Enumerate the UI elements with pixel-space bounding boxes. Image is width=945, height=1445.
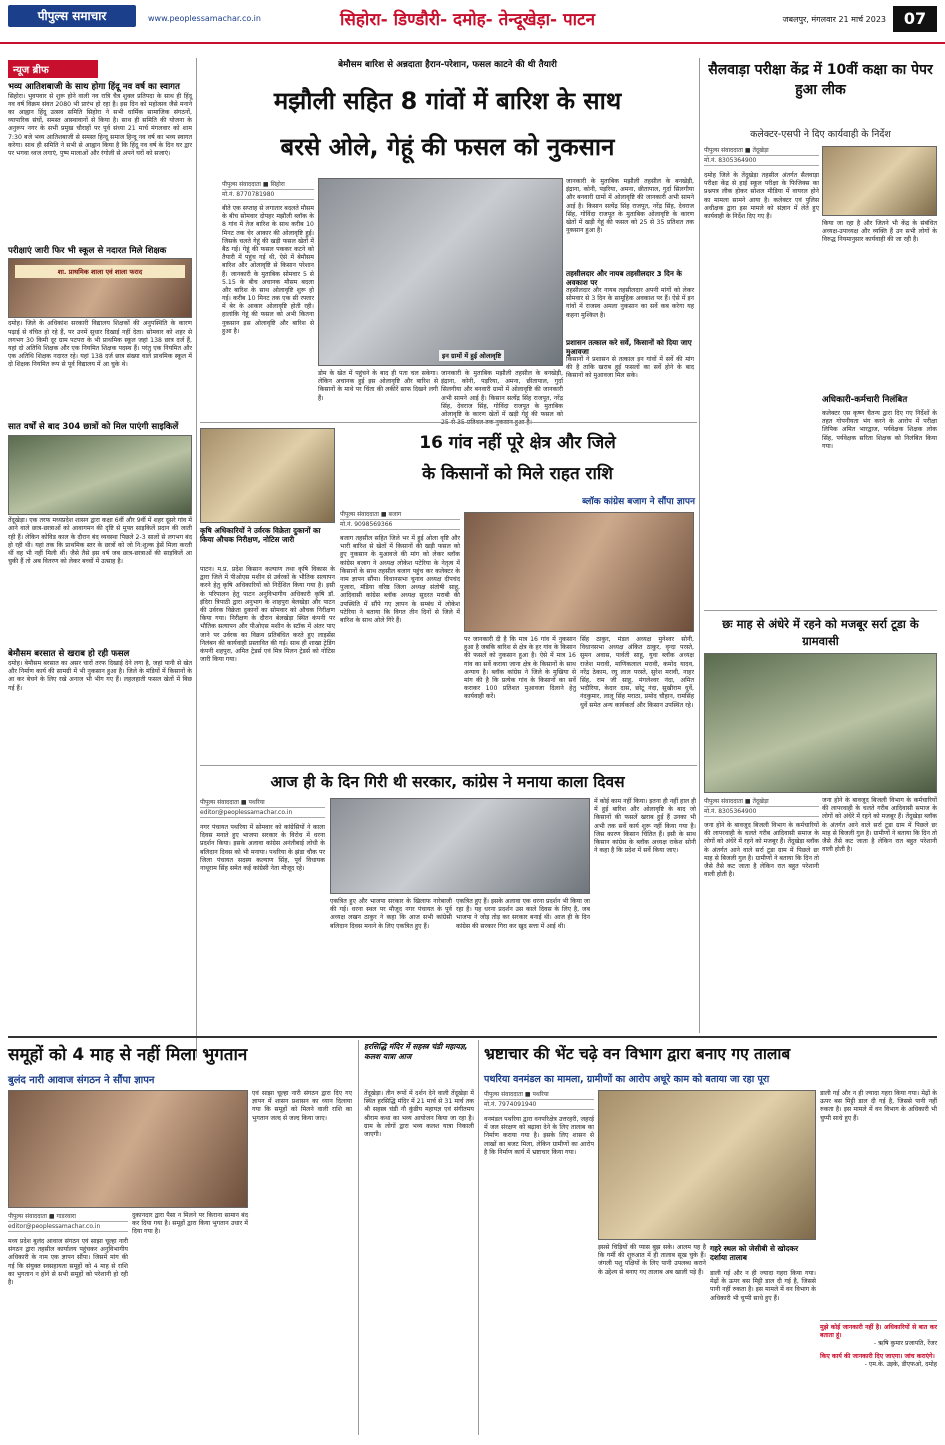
bicycles-photo bbox=[8, 435, 192, 515]
subhead: प्रशासन तत्काल करे सर्वे, किसानों को दिया जाए मुआवजा bbox=[566, 338, 692, 356]
story-body: एकत्रित हुए हैं। इसके अलावा एक धरना प्रदर्शन भी किया जा रहा है। यह धरना प्रदर्शन उस काले दिवस के लिए है, जब भाजपा ने जोड़ तोड़ कर सरकार बनाई थी। आज ही के दिन कांग्रेस की सरकार गिरा कर खुद सत्ता में आई थी। bbox=[456, 898, 590, 930]
headline-line: बरसे ओले, गेहूं की फसल को नुकसान bbox=[280, 133, 615, 161]
headline-line: के किसानों को मिले राहत राशि bbox=[422, 464, 613, 484]
byline: पीपुल्स संवाददाता ■ तेंदूखेड़ा bbox=[704, 146, 819, 156]
brief-headline: सात वर्षों से बाद 304 छात्रों को मिल पाएंगी साइकिलें bbox=[8, 422, 179, 433]
story-body: जानकारी के मुताबिक मझौली तहसील के बनखेड़ी, इंद्राना, कोनी, पड़रिया, अमना, छीतापाल, गुर्दा सिलगीया और बनवारी ग्रामों में ओलावृष्टि की जानकारी अभी सामने आई है। किसान सत्येंद्र सिंह राजपूत, नरेंद्र सिंह, देवराज सिंह, गोविंदा राजपूत के मुताबिक ओलावृष्टि के कारण खेतों में खड़ी गेहूं की फसल को bbox=[441, 370, 563, 418]
section-rule bbox=[200, 422, 697, 423]
reporter-email: editor@peoplessamachar.co.in bbox=[8, 1222, 128, 1232]
quote-author: - ऋषि कुमार प्रजापति, रेंजर bbox=[873, 1340, 937, 1348]
logo: पीपुल्स समाचार bbox=[8, 5, 136, 27]
column-rule bbox=[358, 1040, 359, 1435]
site-url: www.peoplessamachar.co.in bbox=[148, 14, 261, 23]
story-headline: कृषि अधिकारियों ने उर्वरक विक्रेता दुकानों का किया औचक निरीक्षण, नोटिस जारी bbox=[200, 526, 321, 545]
school-sign: शा. प्राथमिक शाला एवं शाला फराद bbox=[15, 265, 185, 278]
story-body: तहसीलदार और नायब तहसीलदार अपनी मांगों को लेकर सोमवार से 3 दिन के सामूहिक अवकाश पर हैं। ऐसे में इन गांवों में राजस्व अमला नुकसान का सर्वे कब करेगा यह कहना मुश्किल है। bbox=[566, 287, 694, 319]
brief-body: दमोह। बेमौसम बरसात का असर चारों तरफ दिखाई देने लगा है, जहां पानी से खेत और निर्माण कार्य की सामग्री में भी नुकसान हुआ है। जिले के मंडियों में किसानों के आ कर बेचने के लिए रखे अनाज भी भीग गए हैं। लहलहाती फसल खेतों में बिछ गई हैं। bbox=[8, 659, 192, 692]
headline-line: मझौली सहित 8 गांवों में बारिश के साथ bbox=[273, 87, 622, 115]
headline-line: 16 गांव नहीं पूरे क्षेत्र और जिले bbox=[419, 433, 616, 453]
reporter-mobile: मो.नं. 7974091940 bbox=[484, 1100, 594, 1110]
byline: पीपुल्स संवाददाता ■ तेंदूखेड़ा bbox=[704, 797, 819, 807]
school-photo bbox=[8, 258, 192, 318]
news-brief-tag: न्यूज ब्रीफ bbox=[8, 60, 98, 78]
edition-title: सिहोरा- डिण्डौरी- दमोह- तेन्दूखेड़ा- पाटन bbox=[340, 10, 596, 30]
column-rule bbox=[478, 1040, 479, 1435]
story-body: नगर पंचायत पथरिया में सोमवार को कांग्रेसियों ने काला दिवस मनाते हुए भाजपा सरकार के विरोध में धरना प्रदर्शन किया। इसके अलावा कांग्रेस अनंतीबाई लोधी के बलिदान दिवस को भी मनाया। पथरिया के झंडा चौक पर जिला पंचायत सदस्य कल्याण सिंह, पूर्व विधायक नाथूराम सिंह समेत कई कांग्रेसी नेता मौजूद रहे। bbox=[200, 824, 325, 872]
story-headline: समूहों को 4 माह से नहीं मिला भुगतान bbox=[8, 1045, 248, 1065]
story-body: जानकारी के मुताबिक मझौली तहसील के बनखेड़ी, इंद्राना, कोनी, पड़रिया, अमना, छीतापाल, गुर्दा सिलगीया और बनवारी ग्रामों में ओलावृष्टि की जानकारी अभी सामने आई है। किसान सत्येंद्र सिंह राजपूत, नरेंद्र सिंह, देवराज सिंह, गोविंदा राजपूत के मुताबिक ओलावृष्टि के कारण खेतों में खड़ी गेहूं की फसल को 25 से 35 प्रतिशत तक नुकसान हुआ है। bbox=[566, 178, 694, 235]
brief-headline: भव्य आतिशबाजी के साथ होगा हिंदू नव वर्ष का स्वागत bbox=[8, 82, 180, 92]
protest-photo bbox=[330, 798, 590, 894]
reporter-mobile: मो.नं. 8770781980 bbox=[222, 190, 314, 200]
story-headline: भ्रष्टाचार की भेंट चढ़े वन विभाग द्वारा बनाए गए तालाब bbox=[484, 1045, 791, 1063]
story-body: दुकानदार द्वारा पैसा न मिलने पर किराना सामान बंद कर दिया गया है। समूहों द्वारा किया भुगतान उधार में दिया गया है। bbox=[132, 1212, 248, 1236]
story-subhead: कलेक्टर-एसपी ने दिए कार्यवाही के निर्देश bbox=[750, 129, 891, 140]
section-rule bbox=[704, 610, 937, 611]
quote-text: मुझे कोई जानकारी नहीं है। अधिकारियों से बात कर बताता हूं। bbox=[820, 1324, 937, 1340]
story-body: कलेक्टर एस कृष्ण चैतन्य द्वारा दिए गए निर्देशों के तहत गोपनीयता भंग करने के आरोप में परीक्षा लिपिक अमित भारद्वाज, पर्यवेक्षक शिक्षक लोक सिंह, पर्यवेक्षक सरिता शिक्षक को निलंबित किया गया। bbox=[822, 410, 937, 450]
story-body: तेंदूखेड़ा। तीन रूपों में दर्शन देने वाली तेंदूखेड़ा में स्थित हरसिद्धि मंदिर में 21 मार्च से 31 मार्च तक श्री सहस्त्र चंडी नौ कुंडीय महायज्ञ एवं संगीतमय श्रीराम कथा का भव्य आयोजन किया जा रहा है। ग्राम के लोगों द्वारा भव्य कलश यात्रा निकाली जाएगी। bbox=[364, 1090, 474, 1138]
story-body: बजाग तहसील सहित जिले भर में हुई ओला वृष्टि और भारी बारिश से खेतों में किसानों की खड़ी फसल को हुए नुकसान के मुआवजे की मांग को लेकर ब्लॉक कांग्रेस बजाग ने अध्यक्ष लोकेश पटेरिया के नेतृत्व में किसानों के साथ तहसील बजाग पहुंच कर कलेक्टर के नाम ज्ञापन सौंपा। विधानसभा चुनाव अध्यक्ष दीपचंद पुजारा, मंडिया वरिष्ठ जिला अध्यक्ष संतोषी साहू, आदिवासी कांग्रेस ब्लॉक अध्यक्ष सुदरत मराबी की उपस्थिति में सौंपे गए ज्ञापन के सम्बंध में लोकेश पटेरिया ने बताया कि विगत तीन दिनों से जिले में बारिश के साथ ओले गिरे हैं। bbox=[340, 535, 460, 624]
story-body: पाटन। म.प्र. प्रदेश किसान कल्याण तथा कृषि विकास के द्वारा जिले में पीओएस मशीन से उर्वरकों के भौतिक सत्यापन करने हेतु कृषि अधिकारियों को निर्देशित किया गया है। इसी के परिपालन हेतु पाटन अनुविभागीय अधिकारी कृषि डॉ. इंदिरा त्रिपाठी द्वारा अनुभाग के शाहपुरा बेलखेड़ा और पाटन की उर्वरक विक्रेता दुकानों का सोमवार को औचक निरीक्षण किया गया। निरीक्षण के दौरान बेलखेड़ा स्थित कंपनी पर भौतिक सत्यापन और पीओएस मशीन के स्टॉक में अंतर पाए जाने पर उर्वरक का विक्रय प्रतिबंधित करते हुए लाइसेंस निलंबन की कार्यवाही प्रस्तावित की गई। साथ ही शाखा ट्रेडिंग कंपनी शहपुरा, अमित ट्रेडर्स एवं मित्र मिलन ट्रेडर्स को नोटिस जारी किया गया। bbox=[200, 566, 335, 664]
story-body: बीते एक सप्ताह से लगातार बदलते मौसम के बीच सोमवार दोपहर मझौली ब्लॉक के 8 गांव में तेज बारिश के साथ करीब 10 मिनट तक चेर आकार की ओलावृष्टि हुई। जिसके चलते गेहूं की खड़ी फसल खेतों में बैठ गई। गेहूं की फसल पककर कटने को तैयारी में पहुंच गई थी, ऐसे में बेमौसम बारिश और ओलावृष्टि से किसान परेशान हैं। जानकारी के मुताबिक सोमवार 5 से 5.15 के बीच अचानक मौसम बदला और बारिश के साथ ओलावृष्टि शुरू हो गई। करीब 10 मिनट तक एक सी रफ्तार में बेर के आकार ओलावृष्टि होती रही। हालांकि गेहूं की फसल को अभी कितना नुकसान इस ओलावृष्टि और बारिश से हुआ है। bbox=[222, 205, 314, 335]
memorandum-photo bbox=[464, 512, 694, 632]
official-quotes bbox=[820, 1320, 937, 1432]
column-rule bbox=[699, 58, 700, 1033]
page-number: 07 bbox=[893, 6, 937, 32]
quote-author: - एम.के. उइके, डीएफओ, दमोह bbox=[864, 1360, 937, 1368]
exam-centre-photo bbox=[822, 146, 937, 216]
story-headline: हरसिद्धि मंदिर में सहस्त्र चंडी महायज्ञ, कलश यात्रा आज bbox=[364, 1042, 468, 1061]
hail-field-photo bbox=[318, 178, 563, 366]
story-subhead: पथरिया वनमंडल का मामला, ग्रामीणों का आरोप अधूरे काम को बताया जा रहा पूरा bbox=[484, 1074, 770, 1085]
pond-excavator-photo bbox=[598, 1090, 816, 1240]
story-body: दमोह जिले के तेंदूखेड़ा तहसील अंतर्गत सैलवाड़ा परीक्षा केंद्र से हाई स्कूल परीक्षा के फिजिक्स का प्रश्नपत्र लीक होकर सोशल मीडिया में वायरल होने का मामला सामने आया है। कलेक्टर एवं पुलिस अधीक्षक द्वारा इस मामले को संज्ञान में लेते हुए कार्यवाही के निर्देश दिए गए हैं। bbox=[704, 172, 819, 220]
story-headline: आज ही के दिन गिरी थी सरकार, कांग्रेस ने मनाया काला दिवस bbox=[270, 773, 625, 791]
reporter-mobile: मो.नं. 8305364900 bbox=[704, 156, 819, 166]
byline-block bbox=[484, 1090, 594, 1110]
story-body: किया जा रहा है और जितने भी केंद्र के संबंधित अध्यक्ष-उपाध्यक्ष और व्यक्ति हैं उन सभी लोगों के विरुद्ध नियमानुसार कार्यवाही की जा रही है। bbox=[822, 220, 937, 244]
reporter-mobile: मो.नं. 9098569366 bbox=[340, 520, 460, 530]
byline: पीपुल्स संवाददाता ■ सिहोरा bbox=[222, 180, 314, 190]
story-headline bbox=[200, 78, 695, 172]
story-body: में कोई काम नहीं किया। इतना ही नहीं हाल ही में हुई बारिश और ओलावृष्टि के बाद जो किसानों की फसलें खराब हुई हैं उनका भी अभी तक सर्वे कार्य शुरू नहीं किया गया है। जिस कारण किसान चिंतित हैं। इसी के साथ किसान कांग्रेस के ब्लॉक अध्यक्ष राकेश सोनी ने कहा है कि प्रदेश में सर्वे किया जाए। bbox=[594, 798, 696, 855]
brief-headline: बेमौसम बरसात से खराब हो रही फसल bbox=[8, 649, 130, 660]
reporter-email: editor@peoplessamachar.co.in bbox=[200, 808, 325, 818]
reporter-mobile: मो.नं. 8305364900 bbox=[704, 807, 819, 817]
section-rule bbox=[8, 1036, 937, 1038]
byline-block bbox=[8, 1212, 128, 1232]
fertilizer-photo bbox=[200, 428, 335, 523]
subhead: गहरे स्थल को जेसीबी से खोदकर दर्शाया तालाब bbox=[710, 1244, 799, 1263]
brief-body: दमोह। जिले के अधिकांश सरकारी विद्यालय शिक्षकों की अनुपस्थिति के कारण पढ़ाई से वंचित हो रहे हैं, पर उनमें सुधार दिखाई नहीं देता। सोमवार को शहर से लगभग 30 किमी दूर ग्राम पटपरा के भी प्राथमिक स्कूल जहां 138 छात्र दर्ज हैं, यहां दो अतिथि शिक्षक और एक नियमित शिक्षक पदस्थ हैं। परंतु एक नियमित और एक अतिथि शिक्षक नदारत रहे। यहां 138 दर्ज छात्र संख्या वाले प्राथमिक स्कूल में दो शिक्षक नियमित रूप से पूर्व विद्यालय में आ चुके थे। bbox=[8, 320, 192, 369]
section-rule bbox=[200, 765, 697, 766]
story-subhead: ब्लॉक कांग्रेस बजाग ने सौंपा ज्ञापन bbox=[582, 497, 695, 507]
story-body: पर जानकारी दी है कि मात्र 16 गांव में नुकसान हुआ है जबकि बारिश से क्षेत्र के हर गांव के किसान की फसलें को नुकसान हुआ है। ऐसे में मात्र 16 गांव का सर्वे कराया जाना क्षेत्र के किसानों के साथ अन्याय है। ब्लॉक कांग्रेस ने जिले के मुखिया से मांग की है कि प्रत्येक गांव के किसानों का सर्वे कराकर 100 प्रतिशत मुआवजा दिलाने हेतु कार्यवाही करें। bbox=[464, 636, 576, 701]
story-headline bbox=[340, 428, 695, 492]
subhead: अधिकारी-कर्मचारी निलंबित bbox=[822, 395, 908, 405]
byline-block bbox=[222, 180, 314, 200]
issue-date: जबलपुर, मंगलवार 21 मार्च 2023 bbox=[782, 15, 886, 24]
byline-block bbox=[200, 798, 325, 818]
byline: पीपुल्स संवाददाता ■ पथरिया bbox=[484, 1090, 594, 1100]
villagers-photo bbox=[704, 653, 937, 793]
story-body: किसानों ने प्रशासन से तत्काल इन गांवों में सर्वे की मांग की है ताकि खराब हुई फसलों का सर्वे होने के बाद किसानों को मुआवजा मिल सके। bbox=[566, 356, 694, 380]
story-body: जना होने के बावजूद बिजली विभाग के कर्मचारियों की लापरवाही के चलते गरीब आदिवासी समाज के लोगों को अंधेरे में रहने को मजबूर हैं। तेंदूखेड़ा ब्लॉक के अंतर्गत आने वाले सर्रा टूडा ग्राम में पिछले छः माह से बिजली गुल है। ग्रामीणों ने बताया कि दिन तो जैसे तैसे कट जाता है लेकिन रात बहुत परेशानी वाली होती है। bbox=[704, 822, 819, 879]
story-body: इससे चिड़ियों की प्यास बुझ सके। आलम यह है कि गर्मी की शुरुआत में ही तालाब सूख चुके हैं। जंगली पशु पक्षियों के लिए पानी उपलब्ध कराने के उद्देश्य से बनाए गए तालाब अब खाली पड़े हैं। bbox=[598, 1244, 706, 1276]
story-subhead: बुलंद नारी आवाज संगठन ने सौंपा ज्ञापन bbox=[8, 1075, 155, 1086]
women-group-photo bbox=[8, 1090, 248, 1208]
subhead: तहसीलदार और नायब तहसीलदार 3 दिन के अवकाश पर bbox=[566, 269, 682, 287]
byline: पीपुल्स संवाददाता ■ गाडरवारा bbox=[8, 1212, 128, 1222]
quote-text: किए कार्य की जानकारी दिए जाएगा। जांच कराएंगे। bbox=[820, 1352, 935, 1360]
column-rule bbox=[196, 58, 197, 1058]
byline-block bbox=[704, 797, 819, 817]
byline: पीपुल्स संवाददाता ■ पथरिया bbox=[200, 798, 325, 808]
story-body: वनमंडल पथरिया द्वारा वनपरिक्षेत्र उत्तरहरी, जहरई में जल संरक्षण को बढ़ावा देने के लिए तालाब का निर्माण कराया गया है। इसके लिए शासन से लाखों का बजट मिला, लेकिन ग्रामीणों का आरोप है कि निर्माण कार्य में भ्रष्टाचार किया गया। bbox=[484, 1116, 594, 1156]
byline-block bbox=[340, 510, 460, 530]
story-headline: छः माह से अंधेरे में रहने को मजबूर सर्रा टूडा के ग्रामवासी bbox=[722, 617, 919, 649]
story-sidebar bbox=[566, 178, 694, 418]
byline-block bbox=[704, 146, 819, 166]
story-body: एवं साझा चूल्हा नारी संगठन द्वारा दिए गए ज्ञापन में शासन प्रशासन का ध्यान दिलाया गया कि समूहों को मिलने वाली राशि का भुगतान जल्द से जल्द किया जाए। bbox=[252, 1090, 352, 1122]
story-body: डाली गई और न ही ज्यादा गहरा किया गया। मेढ़ों के ऊपर बस मिट्टी डाल दी गई है, जिससे पानी नहीं रुकता है। इस मामले में वन विभाग के अधिकारी भी चुप्पी साधे हुए हैं। bbox=[820, 1090, 937, 1122]
story-body: डाली गई और न ही ज्यादा गहरा किया गया। मेढ़ों के ऊपर बस मिट्टी डाल दी गई है, जिससे पानी नहीं रुकता है। इस मामले में वन विभाग के अधिकारी भी चुप्पी साधे हुए हैं। bbox=[710, 1270, 816, 1302]
story-body: डोम के खेत में पहुंचने के बाद ही पता चल सकेगा। लेकिन अचानक हुई इस ओलावृष्टि और बारिश से किसानों के माथे पर चिंता की लकीरें साफ दिखने लगी हैं। bbox=[318, 370, 438, 402]
brief-body: तेंदूखेड़ा। एक तरफ मध्यप्रदेश शासन द्वारा कक्षा 6वीं और 9वीं में शहर दूसरे गांव में आने वाले छात्र-छात्राओं को आवागमन की दृष्टि से मुफ्त साइकिलें प्रदान की जाती रही हैं। लेकिन कोविड काल के दौरान बंद व्यवस्था पिछले 2-3 सालों से लगभग बंद हो रही थी। यहां तक कि प्राथमिक स्तर के छात्रों को जो नि:शुल्क ड्रेसें मिला करती थीं वह भी नहीं मिली थीं। जैसे तैसे इस वर्ष जब छात्र-छात्राओं की साइकिलें आ चुकी हैं तो अब वितरण को लेकर बच्चों में उत्साह है। bbox=[8, 517, 192, 566]
photo-caption: इन ग्रामों में हुई ओलावृष्टि bbox=[439, 350, 504, 361]
story-headline: सैलवाड़ा परीक्षा केंद्र में 10वीं कक्षा का पेपर हुआ लीक bbox=[708, 62, 933, 99]
story-body: मध्य प्रदेश बुलंद आवाज संगठन एवं साझा चूल्हा नारी संगठन द्वारा तहसील कार्यालय पहुंचकर अनुविभागीय अधिकारी के नाम एक ज्ञापन सौंपा। जिसमें मांग की गई कि संयुक्त स्वसहायता समूहों को 4 माह से राशि का भुगतान न होने से सभी समूहों को परेशानी हो रही है। bbox=[8, 1238, 128, 1286]
masthead bbox=[0, 0, 945, 44]
story-body: जना होने के बावजूद बिजली विभाग के कर्मचारियों की लापरवाही के चलते गरीब आदिवासी समाज के लोगों को अंधेरे में रहने को मजबूर हैं। तेंदूखेड़ा ब्लॉक के अंतर्गत आने वाले सर्रा टूडा ग्राम में पिछले छः माह से बिजली गुल है। ग्रामीणों ने बताया कि दिन तो जैसे तैसे कट जाता है लेकिन रात बहुत परेशानी वाली होती है। bbox=[822, 797, 937, 854]
byline: पीपुल्स संवाददाता ■ बजाग bbox=[340, 510, 460, 520]
brief-body: सिहोरा। भुवपवार से शुरू होने वाली नव रात्रि चैत्र शुक्ल प्रतिपदा के साथ ही हिंदू नव वर्ष विक्रम संवत 2080 भी प्रारंभ हो रहा है। इस दिन को महोत्सव जैसे मनाने का आह्वान हिंदू उत्सव समिति सिहोरा ने सभी धार्मिक सामाजिक संगठनों, व्यापारिक संघों, समस्त आस्थावानों से किया है। साथ ही समिति की योजना के अनुरूप नगर के सभी प्रमुख चौराहों पर पूर्व संध्या 21 मार्च मंगलवार को शाम 7:30 बजे भव्य आतिशबाजी से समस्त हिन्दू समाज हिन्दू नव वर्ष का भव्य स्वागत करेगा। साथ ही समिति ने सभी से आह्वान किया है कि हिंदू नव वर्ष के दिन घर द्वार पर भगवा ध्वज लगाएं, पुष्प मालाओं और रंगोली से अपने घरों को सजाएं। bbox=[8, 92, 192, 158]
brief-headline: परीक्षाएं जारी फिर भी स्कूल से नदारत मिले शिक्षक bbox=[8, 245, 167, 256]
story-body: एकत्रित हुए और भाजपा सरकार के खिलाफ नारेबाजी की गई। धरना स्थल पर मौजूद नगर पंचायत के पूर्व अध्यक्ष लखन ठाकुर ने कहा कि आज सभी कांग्रेसी बलिदान दिवस मनाने के लिए एकत्रित हुए हैं। bbox=[330, 898, 452, 930]
story-body: सिंह ठाकुर, मंडल अध्यक्ष मुनेश्वर सोनी, विधानसभा अध्यक्ष अंकित ठाकुर, वृन्दा परस्ते, सुमन अवास, पार्वती साहू, युवा ब्लॉक अध्यक्ष राजेश मरावी, माणिकलाल मरावी, कमोद यादव, नरेंद्र ठेकाम, रघु लाल परस्ते, सुरेश मरावी, नाहर सिंह, राम जी साहू, मंगलेश्वर नंदा, अमित भदौरिया, केदार दास, छोटू नंदा, सुखीराम धुर्वे, नंदकुमार, लालू सिंह मराठा, प्रमोद चौहान, रामसिंह धुर्वे समेत अन्य कार्यकर्ता और किसान उपस्थित रहे। bbox=[580, 636, 694, 709]
story-kicker: बेमौसम बारिश से अन्नदाता हैरान-परेशान, फसल काटने की थी तैयारी bbox=[338, 60, 557, 70]
